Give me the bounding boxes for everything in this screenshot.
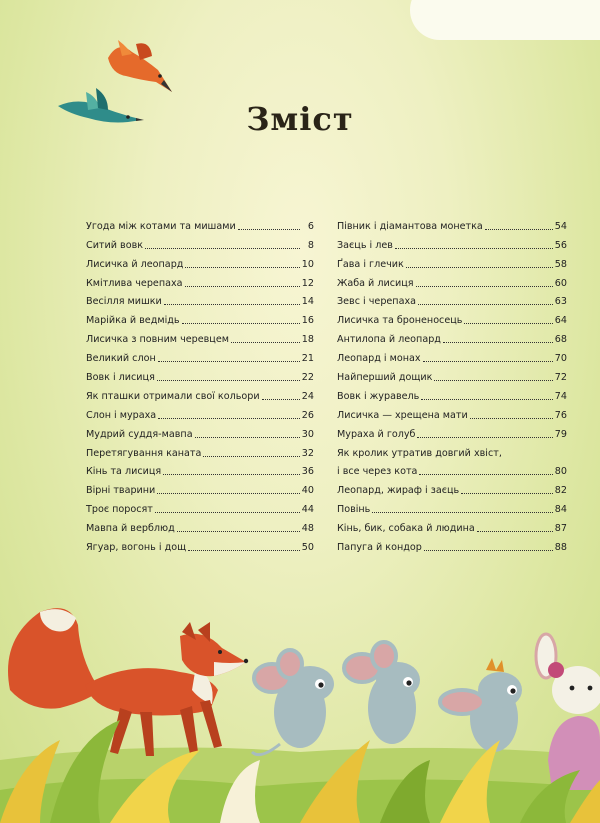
- toc-entry-page: 8: [307, 239, 314, 251]
- mouse-illustration-3: [440, 658, 522, 752]
- leader-dots: [157, 493, 300, 494]
- toc-column-left: [86, 213, 314, 553]
- toc-entry-page: 18: [301, 334, 314, 346]
- toc-entry[interactable]: [337, 421, 567, 440]
- leader-dots: [418, 304, 553, 305]
- toc-entry-page: 22: [301, 372, 314, 384]
- mouse-illustration-1: [252, 650, 334, 755]
- leader-dots: [163, 474, 300, 475]
- toc-entry-title: Леопард і монах: [337, 353, 421, 365]
- toc-entry-title: Ситий вовк: [86, 239, 144, 251]
- toc-entry[interactable]: [86, 421, 314, 440]
- toc-entry-page: 32: [301, 447, 314, 459]
- toc-entry-title: Мудрий суддя-мавпа: [86, 428, 193, 440]
- toc-entry[interactable]: [86, 289, 314, 308]
- toc-entry[interactable]: [86, 364, 314, 383]
- toc-entry-page: 6: [307, 220, 314, 232]
- toc-entry-page: 16: [301, 315, 314, 327]
- toc-entry[interactable]: [86, 345, 314, 364]
- toc-entry-title: Лисичка з повним черевцем: [86, 334, 229, 346]
- page-title: Зміст: [246, 100, 354, 138]
- toc-entry-title: Вовк і лисиця: [86, 372, 155, 384]
- toc-entry-title: Кінь, бик, собака й людина: [337, 523, 475, 535]
- toc-entry[interactable]: [86, 232, 314, 251]
- toc-entry-title: Як пташки отримали свої кольори: [86, 390, 260, 402]
- toc-entry-title: Троє поросят: [86, 504, 153, 516]
- toc-entry[interactable]: [86, 251, 314, 270]
- leader-dots: [434, 380, 552, 381]
- toc-entry[interactable]: [86, 270, 314, 289]
- leader-dots: [195, 437, 300, 438]
- toc-entry[interactable]: [86, 496, 314, 515]
- toc-entry-page: 60: [554, 277, 567, 289]
- leader-dots: [203, 456, 299, 457]
- toc-entry-page: 80: [554, 466, 567, 478]
- leader-dots: [185, 286, 300, 287]
- toc-entry-title: Великий слон: [86, 353, 156, 365]
- toc-entry-page: 54: [554, 220, 567, 232]
- toc-entry-page: 12: [301, 277, 314, 289]
- toc-entry-page: 30: [301, 428, 314, 440]
- toc-entry-page: 48: [301, 523, 314, 535]
- leader-dots: [182, 323, 300, 324]
- toc-entry[interactable]: [337, 496, 567, 515]
- toc-entry-title: Півник і діамантова монетка: [337, 220, 483, 232]
- leader-dots: [372, 512, 552, 513]
- toc-entry-page: 68: [554, 334, 567, 346]
- toc-entry[interactable]: [86, 459, 314, 478]
- toc-entry[interactable]: [337, 326, 567, 345]
- leader-dots: [164, 304, 300, 305]
- toc-entry-page: 79: [554, 428, 567, 440]
- toc-entry-page: 24: [301, 390, 314, 402]
- toc-entry[interactable]: [86, 383, 314, 402]
- toc-entry-title: Заєць і лев: [337, 239, 393, 251]
- toc-entry-title: Повінь: [337, 504, 371, 516]
- leader-dots: [464, 323, 552, 324]
- toc-entry-page: 58: [554, 258, 567, 270]
- orange-bird-illustration: [108, 40, 172, 92]
- toc-entry-title: Кінь та лисиця: [86, 466, 162, 478]
- leader-dots: [416, 286, 553, 287]
- toc-entry-title: Кмітлива черепаха: [86, 277, 183, 289]
- leader-dots: [443, 342, 553, 343]
- toc-entry-title: Марійка й ведмідь: [86, 315, 180, 327]
- toc-entry[interactable]: [337, 307, 567, 326]
- toc-entry-title: Вовк і журавель: [337, 390, 420, 402]
- toc-entry[interactable]: [337, 402, 567, 421]
- toc-entry-page: 44: [301, 504, 314, 516]
- leader-dots: [231, 342, 300, 343]
- toc-entry-page: 74: [554, 390, 567, 402]
- toc-entry[interactable]: [337, 515, 567, 534]
- leader-dots: [145, 248, 300, 249]
- toc-entry[interactable]: [86, 534, 314, 553]
- toc-entry-page: 21: [301, 353, 314, 365]
- leader-dots: [485, 229, 553, 230]
- leader-dots: [477, 531, 553, 532]
- toc-entry-title: Найперший дощик: [337, 372, 433, 384]
- toc-entry-page: 14: [301, 296, 314, 308]
- toc-entry-page: 88: [554, 542, 567, 554]
- toc-entry[interactable]: [86, 307, 314, 326]
- toc-entry[interactable]: [337, 534, 567, 553]
- leader-dots: [461, 493, 553, 494]
- toc-entry-page: 50: [301, 542, 314, 554]
- leader-dots: [158, 418, 300, 419]
- toc-entry-page: 82: [554, 485, 567, 497]
- toc-entry-page: 70: [554, 353, 567, 365]
- leader-dots: [262, 399, 300, 400]
- leader-dots: [406, 267, 553, 268]
- toc-entry-page: 84: [554, 504, 567, 516]
- toc-entry[interactable]: [337, 251, 567, 270]
- toc-entry[interactable]: [337, 213, 567, 232]
- toc-entry-title: Лисичка й леопард: [86, 258, 184, 270]
- leader-dots: [157, 380, 300, 381]
- leader-dots: [417, 437, 552, 438]
- toc-entry[interactable]: [86, 477, 314, 496]
- toc-entry[interactable]: [337, 289, 567, 308]
- toc-entry[interactable]: [86, 213, 314, 232]
- toc-entry-page: 26: [301, 409, 314, 421]
- toc-entry[interactable]: [86, 326, 314, 345]
- toc-entry[interactable]: [337, 345, 567, 364]
- toc-entry-page: 72: [554, 372, 567, 384]
- toc-entry-page: 87: [554, 523, 567, 535]
- toc-entry-title: Папуга й кондор: [337, 542, 422, 554]
- toc-entry-title: Лисичка та броненосець: [337, 315, 463, 327]
- toc-entry[interactable]: [337, 232, 567, 251]
- toc-entry-title: Ягуар, вогонь і дощ: [86, 542, 187, 554]
- toc-entry-title: Угода між котами та мишами: [86, 220, 236, 232]
- toc-entry-title: Леопард, жираф і заєць: [337, 485, 460, 497]
- toc-entry-title: Ґава і глечик: [337, 258, 404, 270]
- toc-entry-title-line1: Як кролик утратив довгий хвіст,: [337, 447, 502, 459]
- leader-dots: [470, 418, 553, 419]
- leader-dots: [155, 512, 300, 513]
- toc-entry-title: Перетягування каната: [86, 447, 202, 459]
- toc-entry-title: Лисичка — хрещена мати: [337, 409, 468, 421]
- toc-entry-page: 10: [301, 258, 314, 270]
- toc-entry-title: Зевс і черепаха: [337, 296, 417, 308]
- leader-dots: [423, 361, 553, 362]
- toc-entry-title: і все через кота: [337, 466, 418, 478]
- toc-entry-title: Жаба й лисиця: [337, 277, 414, 289]
- toc-entry-page: 64: [554, 315, 567, 327]
- toc-entry[interactable]: [337, 270, 567, 289]
- toc-entry-title: Мавпа й верблюд: [86, 523, 175, 535]
- toc-entry-title: Вірні тварини: [86, 485, 156, 497]
- toc-entry[interactable]: [337, 477, 567, 496]
- toc-entry[interactable]: [337, 383, 567, 402]
- toc-entry-title: Слон і мураха: [86, 409, 157, 421]
- toc-entry[interactable]: [86, 440, 314, 459]
- toc-entry[interactable]: [86, 515, 314, 534]
- leader-dots: [185, 267, 299, 268]
- leader-dots: [421, 399, 552, 400]
- leader-dots: [395, 248, 553, 249]
- leader-dots: [177, 531, 300, 532]
- toc-entry-page: 76: [554, 409, 567, 421]
- leader-dots: [188, 550, 300, 551]
- fox-illustration: [8, 608, 248, 756]
- leader-dots: [238, 229, 300, 230]
- toc-entry-page: 40: [301, 485, 314, 497]
- leader-dots: [158, 361, 300, 362]
- toc-entry-page: 36: [301, 466, 314, 478]
- leader-dots: [424, 550, 553, 551]
- toc-entry-title: Мураха й голуб: [337, 428, 416, 440]
- toc-entry-page: 56: [554, 239, 567, 251]
- toc-entry-title: Антилопа й леопард: [337, 334, 441, 346]
- leader-dots: [419, 474, 552, 475]
- toc-column-right: [337, 213, 567, 553]
- toc-entry-page: 63: [554, 296, 567, 308]
- toc-entry[interactable]: [337, 364, 567, 383]
- toc-entry-multiline[interactable]: [337, 440, 567, 478]
- toc-entry-title: Весілля мишки: [86, 296, 162, 308]
- toc-entry[interactable]: [86, 402, 314, 421]
- mouse-illustration-2: [344, 642, 420, 744]
